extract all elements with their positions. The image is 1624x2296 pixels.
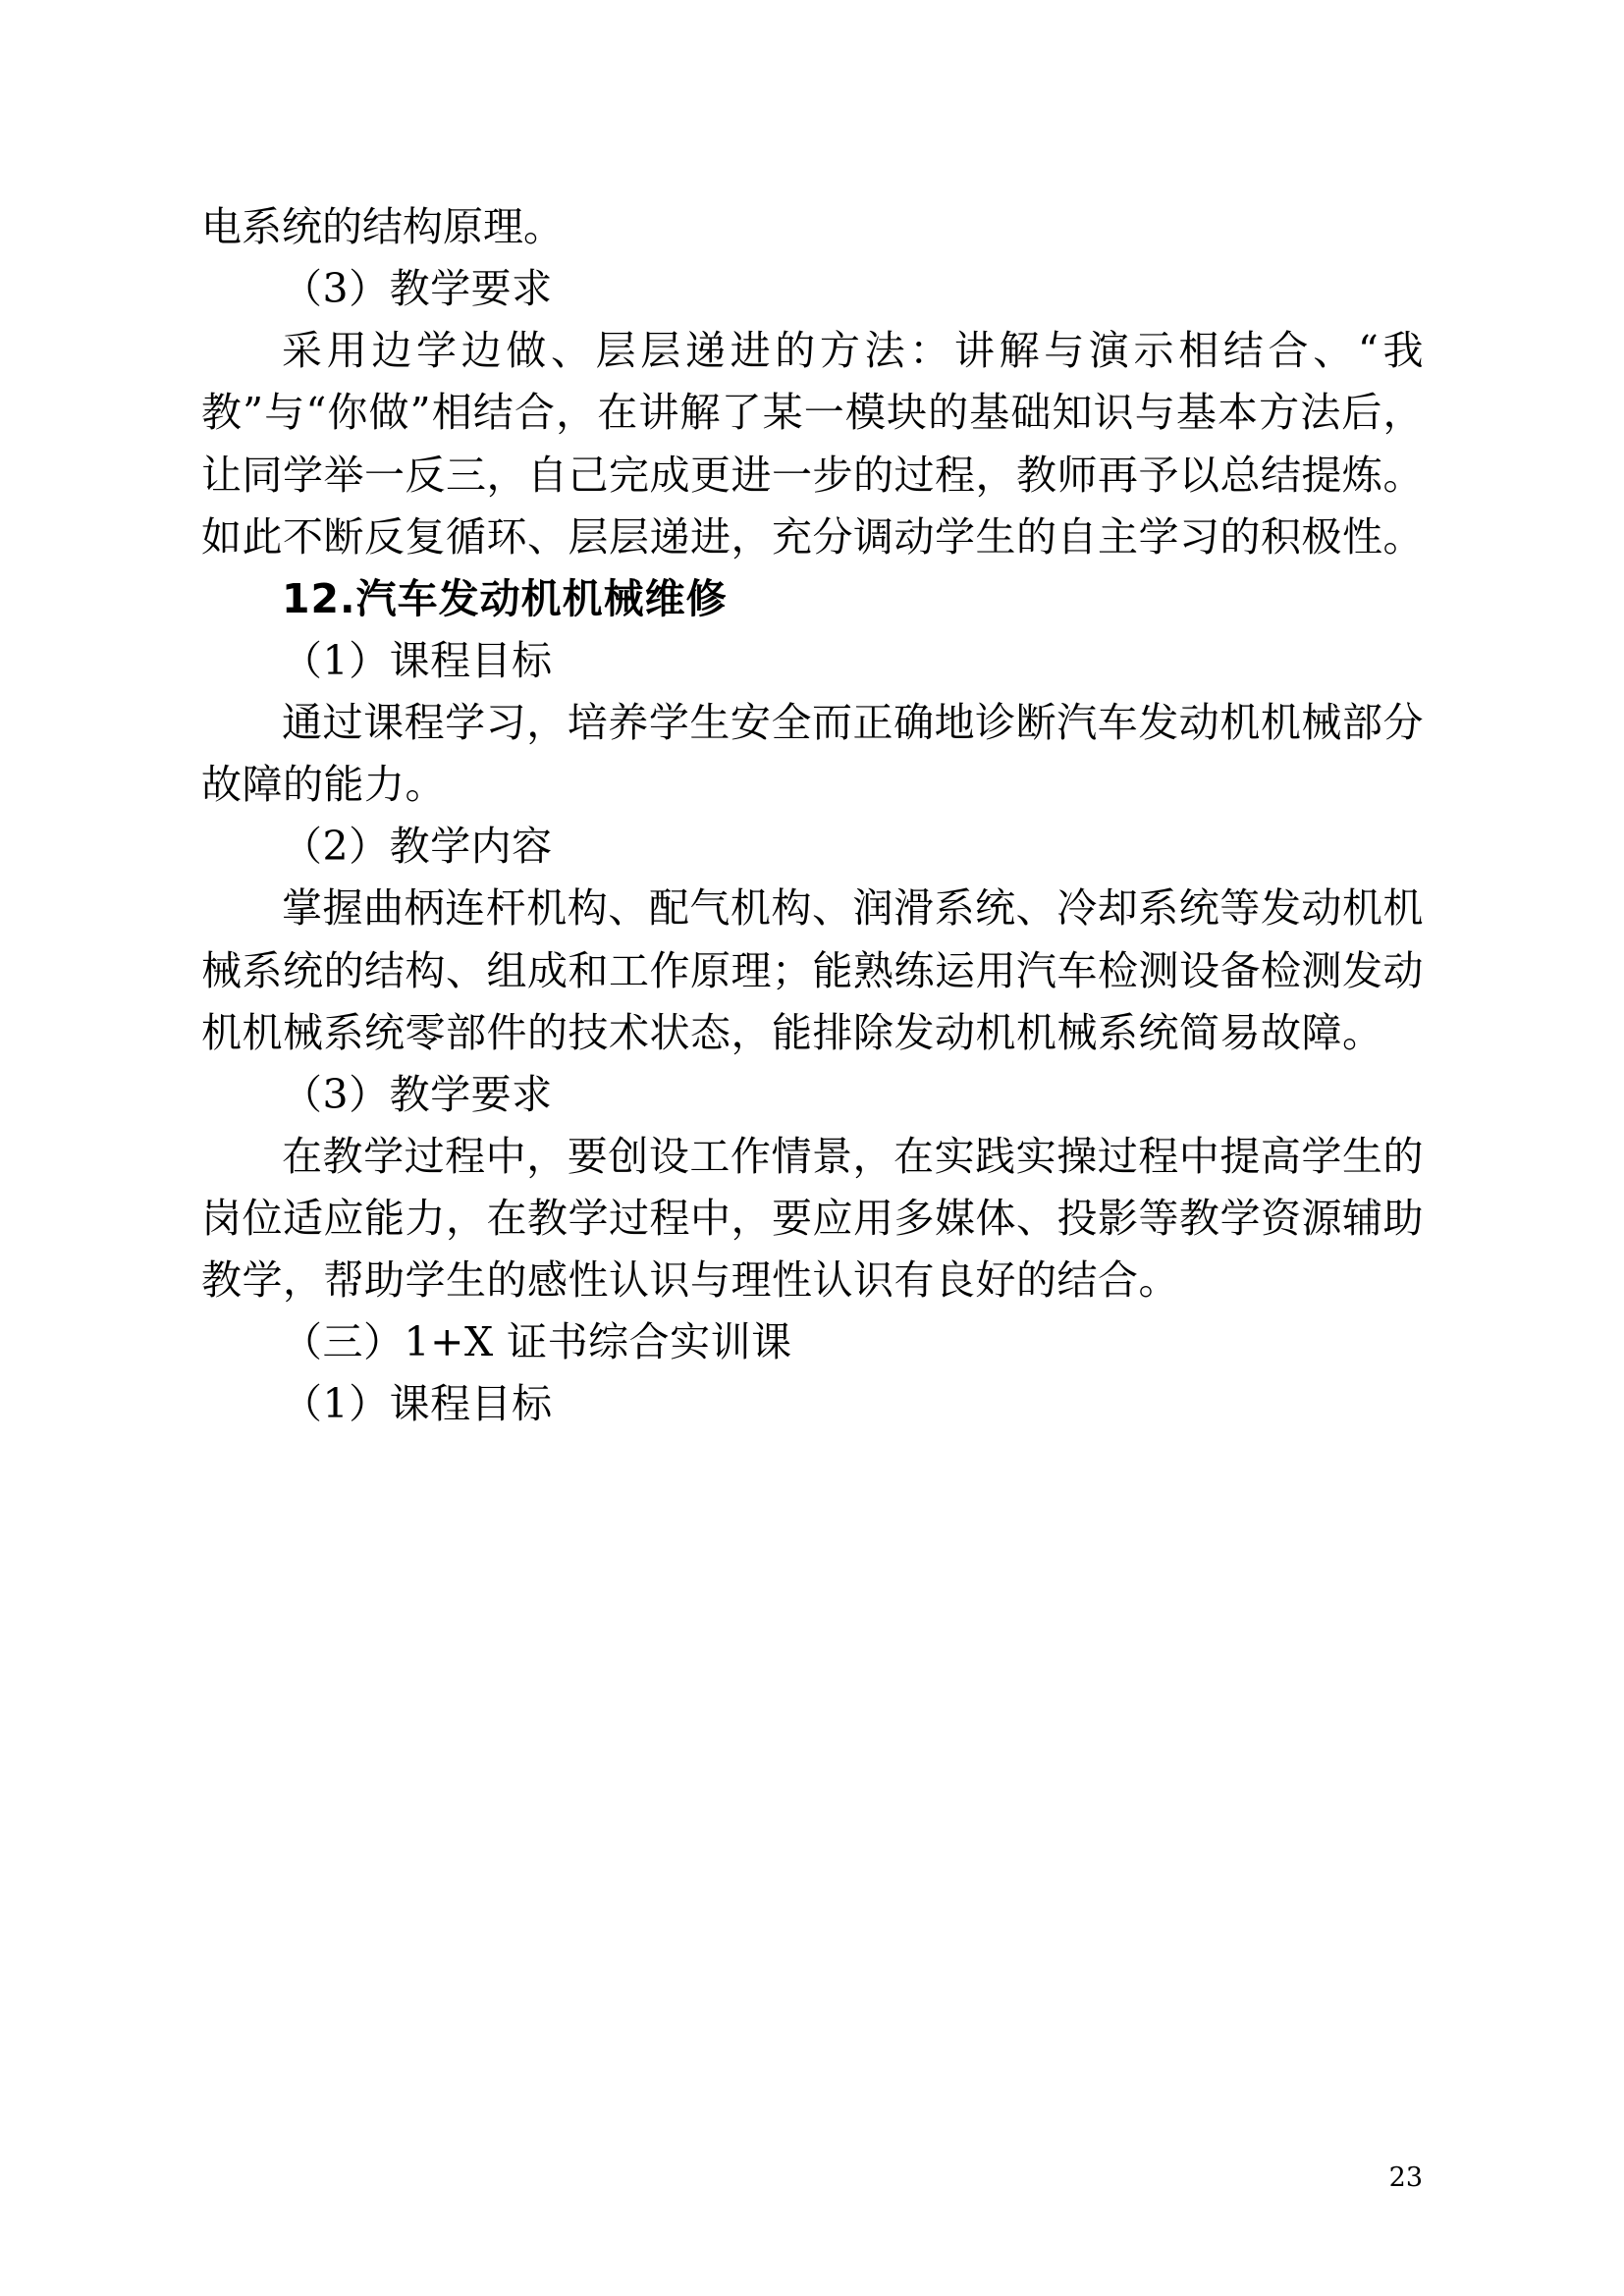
paragraph-continuation: 电系统的结构原理。	[201, 203, 564, 250]
document-body	[201, 196, 1424, 1436]
section-heading-12: 12.汽车发动机机械维修	[282, 574, 728, 622]
paragraph-teaching-requirements-1: 采用边学边做、层层递进的方法：讲解与演示相结合、“我教”与“你做”相结合，在讲解了某一模块的基础知识与基本方法后，让同学举一反三，自己完成更进一步的过程，教师再予以总结提炼。如此不断反复循环、层层递进，充分调动学生的自主学习的积极性。	[201, 327, 1424, 561]
paragraph-teaching-content: 掌握曲柄连杆机构、配气机构、润滑系统、冷却系统等发动机机械系统的结构、组成和工作原理；能熟练运用汽车检测设备检测发动机机械系统零部件的技术状态，能排除发动机机械系统简易故障。	[201, 884, 1424, 1056]
subsection-label-course-objective-2: （1）课程目标	[282, 1380, 553, 1428]
page-number: 23	[1388, 2163, 1423, 2193]
subsection-label-teaching-requirements-1: （3）教学要求	[282, 265, 553, 313]
subsection-label-teaching-content: （2）教学内容	[282, 823, 553, 871]
subsection-label-teaching-requirements-2: （3）教学要求	[282, 1070, 553, 1118]
paragraph-course-objective-1: 通过课程学习，培养学生安全而正确地诊断汽车发动机机械部分故障的能力。	[201, 699, 1424, 809]
subsection-label-course-objective-1: （1）课程目标	[282, 636, 553, 684]
subsection-label-part-three: （三）1+X 证书综合实训课	[282, 1318, 792, 1366]
paragraph-teaching-requirements-2: 在教学过程中，要创设工作情景，在实践实操过程中提高学生的岗位适应能力，在教学过程中，要应用多媒体、投影等教学资源辅助教学，帮助学生的感性认识与理性认识有良好的结合。	[201, 1132, 1424, 1305]
